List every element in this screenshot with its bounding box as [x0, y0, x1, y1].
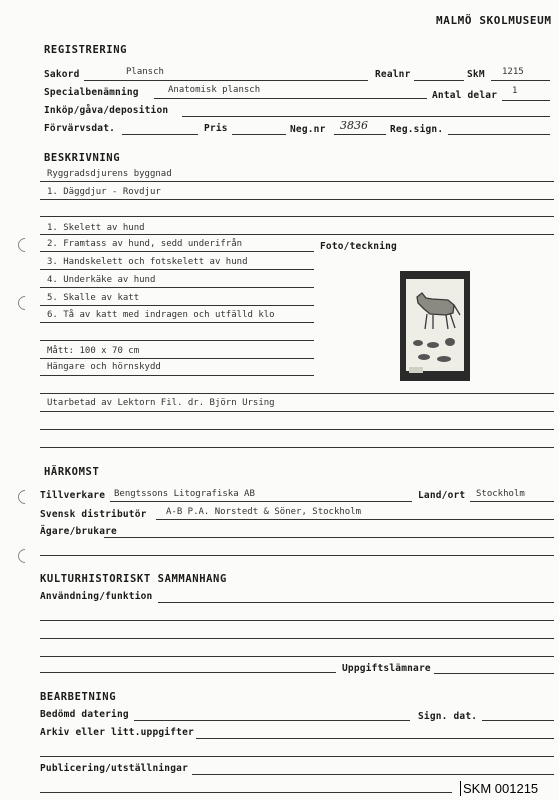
rule: [40, 358, 314, 359]
land-value[interactable]: Stockholm: [476, 489, 525, 499]
poster-photo: [400, 271, 470, 381]
rule: [40, 555, 554, 556]
rule: [40, 305, 314, 306]
uppgift-line: [434, 673, 554, 674]
poster-label-strip: [409, 367, 423, 373]
punch-hole: [15, 235, 35, 255]
rule: [40, 411, 554, 412]
sakord-line: [84, 80, 368, 81]
skm-line: [491, 80, 550, 81]
pris-line: [232, 134, 286, 135]
beskrivning-line: Utarbetad av Lektorn Fil. dr. Björn Ursing: [47, 398, 275, 408]
antal-label: Antal delar: [432, 90, 498, 101]
forvarv-line: [122, 134, 198, 135]
distributor-value[interactable]: A-B P.A. Norstedt & Söner, Stockholm: [166, 507, 362, 517]
inventory-stamp: SKM 001215: [460, 781, 538, 796]
rule: [40, 287, 314, 288]
section-harkomst: HÄRKOMST: [44, 466, 100, 478]
uppgift-label: Uppgiftslämnare: [342, 663, 431, 674]
realnr-label: Realnr: [375, 69, 411, 80]
rule: [40, 672, 336, 673]
beskrivning-line: 1. Däggdjur - Rovdjur: [47, 187, 161, 197]
beskrivning-line: Mått: 100 x 70 cm: [47, 346, 140, 356]
beskrivning-line: 4. Underkäke av hund: [47, 275, 156, 285]
punch-hole: [15, 293, 35, 313]
sakord-label: Sakord: [44, 69, 80, 80]
arkiv-label: Arkiv eller litt.uppgifter: [40, 727, 194, 738]
section-registrering: REGISTRERING: [44, 44, 128, 56]
rule: [40, 656, 554, 657]
rule: [40, 429, 554, 430]
antal-line: [502, 100, 550, 101]
datering-line: [134, 720, 410, 721]
rule: [40, 199, 554, 200]
publicering-line: [192, 774, 554, 775]
publicering-label: Publicering/utställningar: [40, 763, 188, 774]
punch-hole: [15, 546, 35, 566]
rule: [40, 620, 554, 621]
museum-name: MALMÖ SKOLMUSEUM: [436, 14, 552, 27]
rule: [40, 216, 554, 217]
rule: [40, 375, 314, 376]
special-value[interactable]: Anatomisk plansch: [168, 85, 261, 95]
agare-label: Ägare/brukare: [40, 526, 117, 537]
rule: [40, 269, 314, 270]
datering-label: Bedömd datering: [40, 709, 129, 720]
antal-value[interactable]: 1: [512, 86, 518, 96]
skm-value[interactable]: 1215: [502, 67, 524, 77]
inkop-line: [182, 116, 550, 117]
beskrivning-line: Ryggradsdjurens byggnad: [47, 169, 172, 179]
arkiv-line: [196, 738, 554, 739]
section-bearbetning: BEARBETNING: [40, 691, 117, 703]
punch-hole: [15, 487, 35, 507]
rule: [40, 322, 314, 323]
pris-label: Pris: [204, 123, 228, 134]
beskrivning-line: 2. Framtass av hund, sedd underifrån: [47, 239, 243, 249]
sign-label: Sign. dat.: [418, 711, 478, 722]
land-label: Land/ort: [418, 490, 466, 501]
distributor-label: Svensk distributör: [40, 509, 147, 520]
skm-label: SkM: [467, 69, 485, 80]
special-label: Specialbenämning: [44, 87, 139, 98]
agare-line: [104, 537, 554, 538]
regsign-label: Reg.sign.: [390, 124, 444, 135]
sign-line: [482, 720, 554, 721]
rule: [40, 251, 314, 252]
rule: [40, 393, 554, 394]
special-line: [154, 98, 427, 99]
rule: [40, 234, 554, 235]
section-kultur: KULTURHISTORISKT SAMMANHANG: [40, 573, 227, 585]
rule: [40, 638, 554, 639]
forvarv-label: Förvärvsdat.: [44, 123, 116, 134]
distributor-line: [156, 519, 554, 520]
rule: [40, 756, 554, 757]
rule: [40, 792, 452, 793]
beskrivning-line: 6. Tå av katt med indragen och utfälld klo: [47, 310, 275, 320]
rule: [40, 340, 314, 341]
negnr-value[interactable]: 3836: [340, 119, 368, 132]
negnr-label: Neg.nr: [290, 124, 326, 135]
realnr-line: [414, 80, 464, 81]
rule: [40, 447, 554, 448]
tillverkare-line: [110, 501, 412, 502]
land-line: [470, 501, 554, 502]
anvandning-line: [158, 602, 554, 603]
tillverkare-value[interactable]: Bengtssons Litografiska AB: [114, 489, 255, 499]
foto-label: Foto/teckning: [320, 241, 397, 252]
anvandning-label: Användning/funktion: [40, 591, 153, 602]
beskrivning-line: 1. Skelett av hund: [47, 223, 145, 233]
beskrivning-line: 5. Skalle av katt: [47, 293, 140, 303]
negnr-line: [334, 134, 386, 135]
beskrivning-line: Hängare och hörnskydd: [47, 362, 161, 372]
inkop-label: Inköp/gåva/deposition: [44, 105, 169, 116]
section-beskrivning: BESKRIVNING: [44, 152, 121, 164]
sakord-value[interactable]: Plansch: [126, 67, 164, 77]
tillverkare-label: Tillverkare: [40, 490, 106, 501]
beskrivning-line: 3. Handskelett och fotskelett av hund: [47, 257, 248, 267]
rule: [40, 181, 554, 182]
regsign-line: [448, 134, 550, 135]
